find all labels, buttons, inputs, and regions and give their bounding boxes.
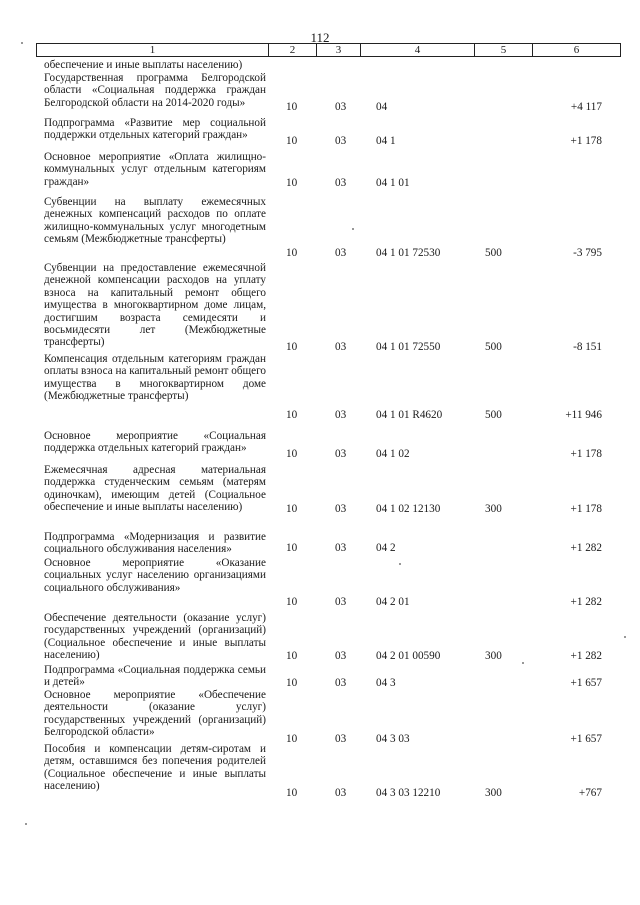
row-description: Субвенции на выплату ежемесячных денежных компенсаций расходов по оплате жилищно-коммунальных услуг многодетным семьям (Межбюджетные трансферты) <box>44 196 266 246</box>
scan-speck <box>522 662 524 664</box>
row-description: Основное мероприятие «Обеспечение деятельности (оказание услуг) государственных учреждений (организаций) Белгородской области» <box>44 689 266 739</box>
header-col-3: 3 <box>317 44 361 57</box>
row-section: 10 <box>286 650 298 662</box>
row-subsection: 03 <box>335 503 347 515</box>
row-target-code: 04 2 01 00590 <box>376 650 441 662</box>
row-target-code: 04 3 03 <box>376 733 410 745</box>
row-target-code: 04 1 02 12130 <box>376 503 441 515</box>
row-expense-type: 500 <box>485 247 502 259</box>
row-description: Подпрограмма «Модернизация и развитие социального обслуживания населения» <box>44 531 266 556</box>
row-section: 10 <box>286 787 298 799</box>
row-subsection: 03 <box>335 650 347 662</box>
row-subsection: 03 <box>335 448 347 460</box>
row-description: Пособия и компенсации детям-сиротам и детям, оставшимся без попечения родителей (Социальное обеспечение и иные выплаты населению) <box>44 743 266 793</box>
header-col-4: 4 <box>361 44 475 57</box>
row-amount: -3 795 <box>573 247 602 259</box>
row-description: Основное мероприятие «Социальная поддержка отдельных категорий граждан» <box>44 430 266 455</box>
row-expense-type: 500 <box>485 341 502 353</box>
row-target-code: 04 2 01 <box>376 596 410 608</box>
row-description: Подпрограмма «Социальная поддержка семьи и детей» <box>44 664 266 689</box>
row-subsection: 03 <box>335 101 347 113</box>
row-description: обеспечение и иные выплаты населению) <box>44 59 243 71</box>
row-description: Государственная программа Белгородской области «Социальная поддержка граждан Белгородской области на 2014-2020 годы» <box>44 72 266 109</box>
row-section: 10 <box>286 341 298 353</box>
row-amount: +1 282 <box>570 542 602 554</box>
row-description: Подпрограмма «Развитие мер социальной поддержки отдельных категорий граждан» <box>44 117 266 142</box>
row-amount: +1 178 <box>570 448 602 460</box>
row-target-code: 04 3 <box>376 677 396 689</box>
row-section: 10 <box>286 135 298 147</box>
row-section: 10 <box>286 733 298 745</box>
row-amount: +4 117 <box>570 101 602 113</box>
page-number: 112 <box>310 30 330 45</box>
header-col-6: 6 <box>533 44 621 57</box>
row-amount: +11 946 <box>565 409 602 421</box>
row-expense-type: 500 <box>485 409 502 421</box>
scan-speck <box>352 228 354 230</box>
row-amount: +767 <box>578 787 602 799</box>
scan-speck <box>624 636 626 638</box>
row-subsection: 03 <box>335 542 347 554</box>
row-section: 10 <box>286 177 298 189</box>
header-col-2: 2 <box>269 44 317 57</box>
row-subsection: 03 <box>335 733 347 745</box>
row-description: Субвенции на предоставление ежемесячной денежной компенсации расходов на уплату взноса на капитальный ремонт общего имущества в многоквартирном доме лицам, достигшим возраста семидесяти и восьмидесяти лет (Межбюджетные трансферты) <box>44 262 266 349</box>
row-expense-type: 300 <box>485 503 502 515</box>
row-target-code: 04 <box>376 101 388 113</box>
row-section: 10 <box>286 596 298 608</box>
row-amount: +1 282 <box>570 650 602 662</box>
row-section: 10 <box>286 503 298 515</box>
row-amount: +1 178 <box>570 503 602 515</box>
row-amount: +1 657 <box>570 733 602 745</box>
header-col-1: 1 <box>37 44 269 57</box>
row-subsection: 03 <box>335 677 347 689</box>
row-description: Обеспечение деятельности (оказание услуг) государственных учреждений (организаций) (Социальное обеспечение и иные выплаты населению) <box>44 612 266 662</box>
row-target-code: 04 1 01 <box>376 177 410 189</box>
row-subsection: 03 <box>335 247 347 259</box>
row-expense-type: 300 <box>485 650 502 662</box>
row-subsection: 03 <box>335 177 347 189</box>
row-subsection: 03 <box>335 787 347 799</box>
row-section: 10 <box>286 448 298 460</box>
row-amount: +1 657 <box>570 677 602 689</box>
row-target-code: 04 1 01 72530 <box>376 247 441 259</box>
row-section: 10 <box>286 247 298 259</box>
row-section: 10 <box>286 101 298 113</box>
row-section: 10 <box>286 677 298 689</box>
row-subsection: 03 <box>335 341 347 353</box>
row-target-code: 04 3 03 12210 <box>376 787 441 799</box>
scan-speck <box>399 563 401 565</box>
row-section: 10 <box>286 542 298 554</box>
scan-speck <box>21 42 23 44</box>
row-description: Основное мероприятие «Оплата жилищно-коммунальных услуг отдельным категориям граждан» <box>44 151 266 188</box>
row-subsection: 03 <box>335 135 347 147</box>
scan-speck <box>25 823 27 825</box>
row-target-code: 04 1 01 72550 <box>376 341 441 353</box>
row-target-code: 04 2 <box>376 542 396 554</box>
row-description: Компенсация отдельным категориям граждан оплаты взноса на капитальный ремонт общего имущества в многоквартирном доме (Межбюджетные трансферты) <box>44 353 267 403</box>
row-target-code: 04 1 <box>376 135 396 147</box>
row-amount: -8 151 <box>573 341 602 353</box>
row-description: Основное мероприятие «Оказание социальных услуг населению организациями социального обслуживания» <box>44 557 266 594</box>
row-amount: +1 282 <box>570 596 602 608</box>
row-section: 10 <box>286 409 298 421</box>
row-target-code: 04 1 02 <box>376 448 410 460</box>
row-description: Ежемесячная адресная материальная поддержка студенческим семьям (матерям одиночкам), имеющим детей (Социальное обеспечение и иные выплаты населению) <box>44 464 266 514</box>
row-subsection: 03 <box>335 409 347 421</box>
row-subsection: 03 <box>335 596 347 608</box>
row-expense-type: 300 <box>485 787 502 799</box>
header-col-5: 5 <box>475 44 533 57</box>
row-target-code: 04 1 01 R4620 <box>376 409 443 421</box>
column-header-row <box>36 43 621 57</box>
row-amount: +1 178 <box>570 135 602 147</box>
